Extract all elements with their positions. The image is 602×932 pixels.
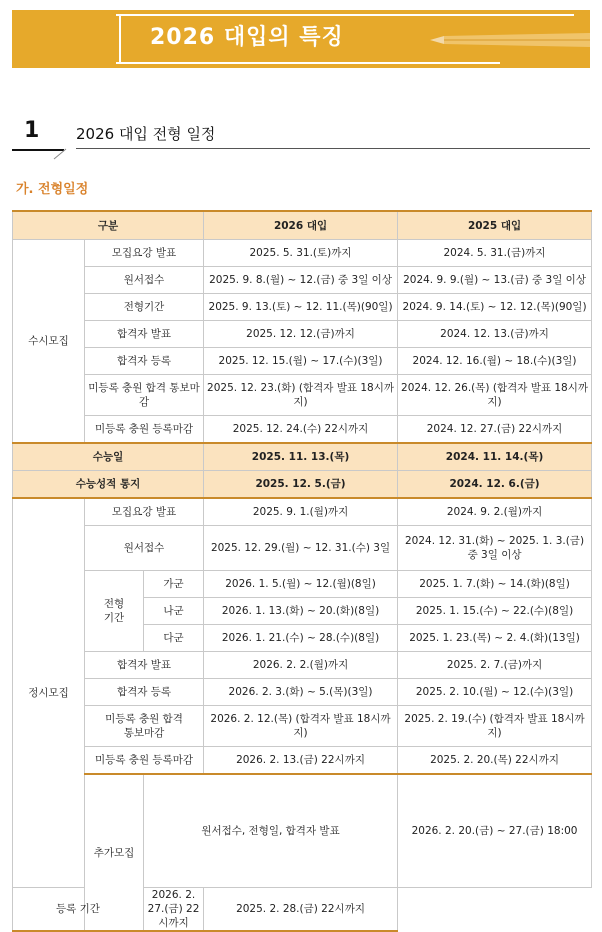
slash-icon [52, 145, 68, 161]
cell-2025: 2025. 1. 7.(화) ~ 14.(화)(8일) [398, 571, 592, 598]
row-label: 미등록 충원 합격 통보마감 [85, 706, 204, 747]
header-category: 구분 [13, 211, 204, 240]
row-label: 미등록 충원 등록마감 [85, 416, 204, 444]
cell-2025: 2024. 5. 31.(금)까지 [398, 240, 592, 267]
cell-2026: 2025. 12. 12.(금)까지 [204, 321, 398, 348]
header-2026: 2026 대입 [204, 211, 398, 240]
cell-2026: 2026. 2. 3.(화) ~ 5.(목)(3일) [204, 679, 398, 706]
subsection-title: 가. 전형일정 [16, 182, 89, 197]
cell-2026: 2026. 2. 12.(목) (합격자 발표 18시까지) [204, 706, 398, 747]
row-label: 수능일 [13, 443, 204, 471]
cell-2026: 2025. 12. 15.(월) ~ 17.(수)(3일) [204, 348, 398, 375]
table-row [13, 416, 592, 444]
pencil-icon [430, 30, 590, 50]
section-number: 1 [24, 118, 40, 143]
row-label: 전형기간 [85, 294, 204, 321]
period-label: 전형 기간 [85, 571, 144, 652]
table-row [13, 267, 592, 294]
table-row-suneung [13, 443, 592, 471]
cell-2026: 2025. 12. 24.(수) 22시까지 [204, 416, 398, 444]
row-label: 원서접수 [85, 526, 204, 571]
row-label: 미등록 충원 등록마감 [85, 747, 204, 775]
cell-2026: 2025. 12. 29.(월) ~ 12. 31.(수) 3일 [204, 526, 398, 571]
cell-2026: 2026. 2. 2.(월)까지 [204, 652, 398, 679]
table-row [13, 375, 592, 416]
table-row [13, 652, 592, 679]
table-row [13, 888, 592, 932]
row-label: 합격자 발표 [85, 652, 204, 679]
row-label: 합격자 등록 [85, 348, 204, 375]
group-jeongsi: 정시모집 [13, 498, 85, 888]
cell-2025: 2024. 11. 14.(목) [398, 443, 592, 471]
header-banner [12, 10, 590, 68]
table-row [13, 321, 592, 348]
cell-2026: 2025. 12. 5.(금) [204, 471, 398, 499]
row-label: 원서접수 [85, 267, 204, 294]
cell-2026: 2025. 5. 31.(토)까지 [204, 240, 398, 267]
cell-2026: 2026. 1. 13.(화) ~ 20.(화)(8일) [204, 598, 398, 625]
table-row [13, 679, 592, 706]
cell-2026: 2026. 1. 5.(월) ~ 12.(월)(8일) [204, 571, 398, 598]
cell-2026: 2025. 9. 13.(토) ~ 12. 11.(목)(90일) [204, 294, 398, 321]
group-susi: 수시모집 [13, 240, 85, 444]
cell-2026: 2025. 11. 13.(목) [204, 443, 398, 471]
table-row [13, 571, 592, 598]
cell-2025: 2025. 1. 15.(수) ~ 22.(수)(8일) [398, 598, 592, 625]
cell-2025: 2024. 9. 2.(월)까지 [398, 498, 592, 526]
cell-2025: 2025. 2. 19.(수) (합격자 발표 18시까지) [398, 706, 592, 747]
cell-2025: 2025. 1. 23.(목) ~ 2. 4.(화)(13일) [398, 625, 592, 652]
admission-schedule-table [12, 210, 592, 932]
row-label: 모집요강 발표 [85, 240, 204, 267]
table-row [13, 240, 592, 267]
banner-bracket-icon [116, 14, 124, 64]
row-label: 합격자 발표 [85, 321, 204, 348]
table-row [13, 747, 592, 775]
table-row [13, 774, 592, 888]
cell-2025: 2025. 2. 7.(금)까지 [398, 652, 592, 679]
cell-2025: 2025. 2. 28.(금) 22시까지 [204, 888, 398, 932]
cell-2026: 2026. 1. 21.(수) ~ 28.(수)(8일) [204, 625, 398, 652]
row-label: 모집요강 발표 [85, 498, 204, 526]
table-row [13, 526, 592, 571]
period-sub: 가군 [144, 571, 204, 598]
banner-title: 2026 대입의 특징 [150, 25, 344, 50]
period-sub: 나군 [144, 598, 204, 625]
table-row-suneung-result [13, 471, 592, 499]
cell-2026: 2025. 9. 8.(월) ~ 12.(금) 중 3일 이상 [204, 267, 398, 294]
cell-2025: 2024. 12. 13.(금)까지 [398, 321, 592, 348]
row-label: 등록 기간 [13, 888, 144, 932]
table-header-row [13, 211, 592, 240]
row-label: 미등록 충원 합격 통보마감 [85, 375, 204, 416]
cell-2025: 2024. 12. 16.(월) ~ 18.(수)(3일) [398, 348, 592, 375]
group-chuga: 추가모집 [85, 774, 144, 931]
cell-2025: 2024. 12. 26.(목) (합격자 발표 18시까지) [398, 375, 592, 416]
header-2025: 2025 대입 [398, 211, 592, 240]
table-row [13, 348, 592, 375]
table-row [13, 706, 592, 747]
cell-2025: 2025. 2. 20.(목) 22시까지 [398, 747, 592, 775]
cell-2026: 2025. 9. 1.(월)까지 [204, 498, 398, 526]
table-row [13, 498, 592, 526]
section-title: 2026 대입 전형 일정 [76, 125, 216, 143]
banner-top-line [120, 14, 574, 16]
cell-2026: 2026. 2. 13.(금) 22시까지 [204, 747, 398, 775]
cell-2026: 2026. 2. 20.(금) ~ 27.(금) 18:00 [398, 774, 592, 888]
cell-2026: 2025. 12. 23.(화) (합격자 발표 18시까지) [204, 375, 398, 416]
cell-2025: 2025. 2. 10.(월) ~ 12.(수)(3일) [398, 679, 592, 706]
row-label: 원서접수, 전형일, 합격자 발표 [144, 774, 398, 888]
cell-2026: 2026. 2. 27.(금) 22시까지 [144, 888, 204, 932]
row-label: 수능성적 통지 [13, 471, 204, 499]
cell-2025: 2024. 12. 6.(금) [398, 471, 592, 499]
row-label: 합격자 등록 [85, 679, 204, 706]
cell-2025: 2024. 12. 31.(화) ~ 2025. 1. 3.(금) 중 3일 이상 [398, 526, 592, 571]
cell-2025: 2024. 12. 27.(금) 22시까지 [398, 416, 592, 444]
cell-2025: 2024. 9. 14.(토) ~ 12. 12.(목)(90일) [398, 294, 592, 321]
period-sub: 다군 [144, 625, 204, 652]
cell-2025: 2024. 9. 9.(월) ~ 13.(금) 중 3일 이상 [398, 267, 592, 294]
banner-bottom-line [120, 62, 500, 64]
section-underline-long [76, 148, 590, 149]
table-row [13, 294, 592, 321]
